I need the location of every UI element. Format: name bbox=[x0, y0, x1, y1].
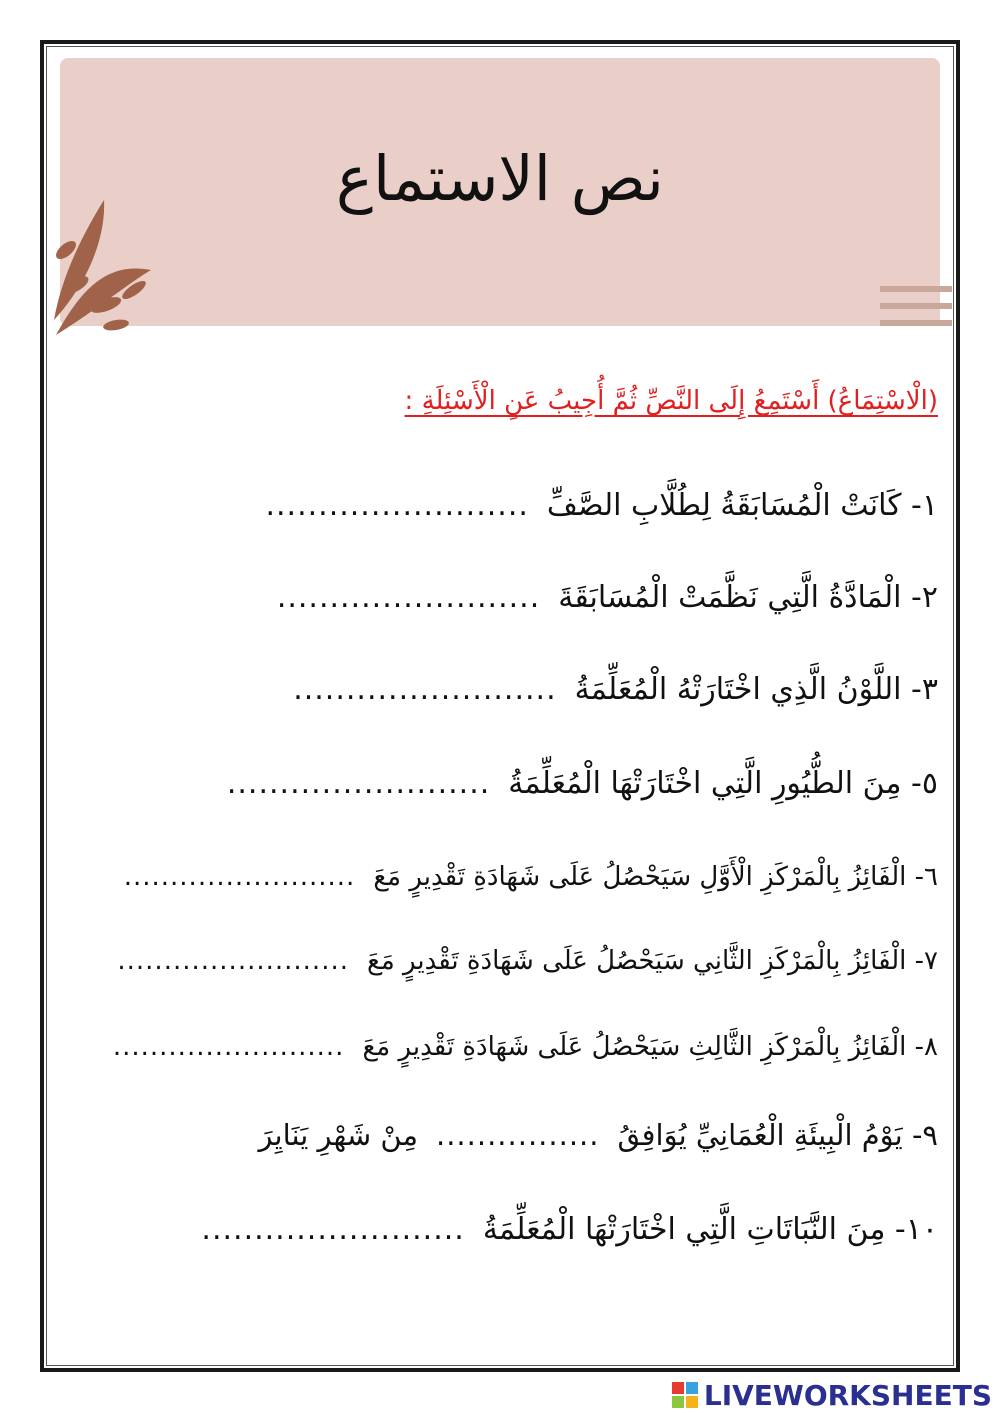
question-10 bbox=[201, 1212, 938, 1247]
question-text-after: مِنْ شَهْرِ يَنَايِرَ bbox=[258, 1118, 418, 1152]
instruction-text: (الْاسْتِمَاعُ) أَسْتَمِعُ إِلَى النَّصِّ ثُمَّ أُجِيبُ عَنِ الْأَسْئِلَةِ : bbox=[404, 386, 938, 416]
answer-blank[interactable]: ......................... bbox=[201, 1212, 465, 1247]
answer-blank[interactable]: ......................... bbox=[293, 672, 557, 707]
question-9 bbox=[259, 1118, 938, 1152]
question-text: ١- كَانَتْ الْمُسَابَقَةُ لِطُلَّابِ الصَّفِّ bbox=[546, 488, 938, 523]
question-1 bbox=[265, 488, 938, 523]
liveworksheets-logo-icon bbox=[672, 1382, 698, 1408]
question-7 bbox=[117, 946, 938, 976]
question-text: ١٠- مِنَ النَّبَاتَاتِ الَّتِي اخْتَارَتْهَا الْمُعَلِّمَةُ bbox=[482, 1212, 938, 1247]
question-3 bbox=[293, 672, 938, 707]
answer-blank[interactable]: ......................... bbox=[226, 766, 491, 801]
question-text: ٢- الْمَادَّةُ الَّتِي نَظَّمَتْ الْمُسَابَقَةَ bbox=[558, 580, 938, 615]
question-text: ٣- اللَّوْنُ الَّذِي اخْتَارَتْهُ الْمُعَلِّمَةُ bbox=[574, 672, 938, 707]
question-text: ٦- الْفَائِزُ بِالْمَرْكَزِ الْأَوَّلِ سَيَحْصُلُ عَلَى شَهَادَةِ تَقْدِيرٍ مَعَ bbox=[373, 862, 938, 892]
answer-blank[interactable]: ......................... bbox=[117, 946, 349, 976]
page-title: نص الاستماع bbox=[336, 141, 664, 215]
leaves-decoration-icon bbox=[46, 190, 166, 340]
question-6 bbox=[124, 862, 938, 892]
question-2 bbox=[277, 580, 938, 615]
answer-blank[interactable]: ......................... bbox=[276, 580, 541, 615]
question-text: ٥- مِنَ الطُّيُورِ الَّتِي اخْتَارَتْهَا الْمُعَلِّمَةُ bbox=[508, 766, 938, 801]
answer-blank[interactable]: ......................... bbox=[123, 862, 356, 892]
question-text: ٧- الْفَائِزُ بِالْمَرْكَزِ الثَّانِي سَيَحْصُلُ عَلَى شَهَادَةِ تَقْدِيرٍ مَعَ bbox=[367, 946, 938, 976]
logo-text: LIVEWORKSHEETS bbox=[703, 1378, 992, 1412]
question-5 bbox=[227, 766, 938, 801]
question-8 bbox=[113, 1032, 938, 1062]
question-text: ٨- الْفَائِزُ بِالْمَرْكَزِ الثَّالِثِ سَيَحْصُلُ عَلَى شَهَادَةِ تَقْدِيرٍ مَعَ bbox=[362, 1032, 938, 1062]
answer-blank[interactable]: ................ bbox=[435, 1118, 600, 1152]
liveworksheets-logo[interactable] bbox=[672, 1378, 992, 1412]
answer-blank[interactable]: ......................... bbox=[265, 488, 529, 523]
stripes-decoration-icon bbox=[880, 284, 952, 330]
answer-blank[interactable]: ......................... bbox=[112, 1032, 345, 1062]
question-text: ٩- يَوْمُ الْبِيئَةِ الْعُمَانِيِّ يُوَافِقُ bbox=[617, 1118, 938, 1152]
